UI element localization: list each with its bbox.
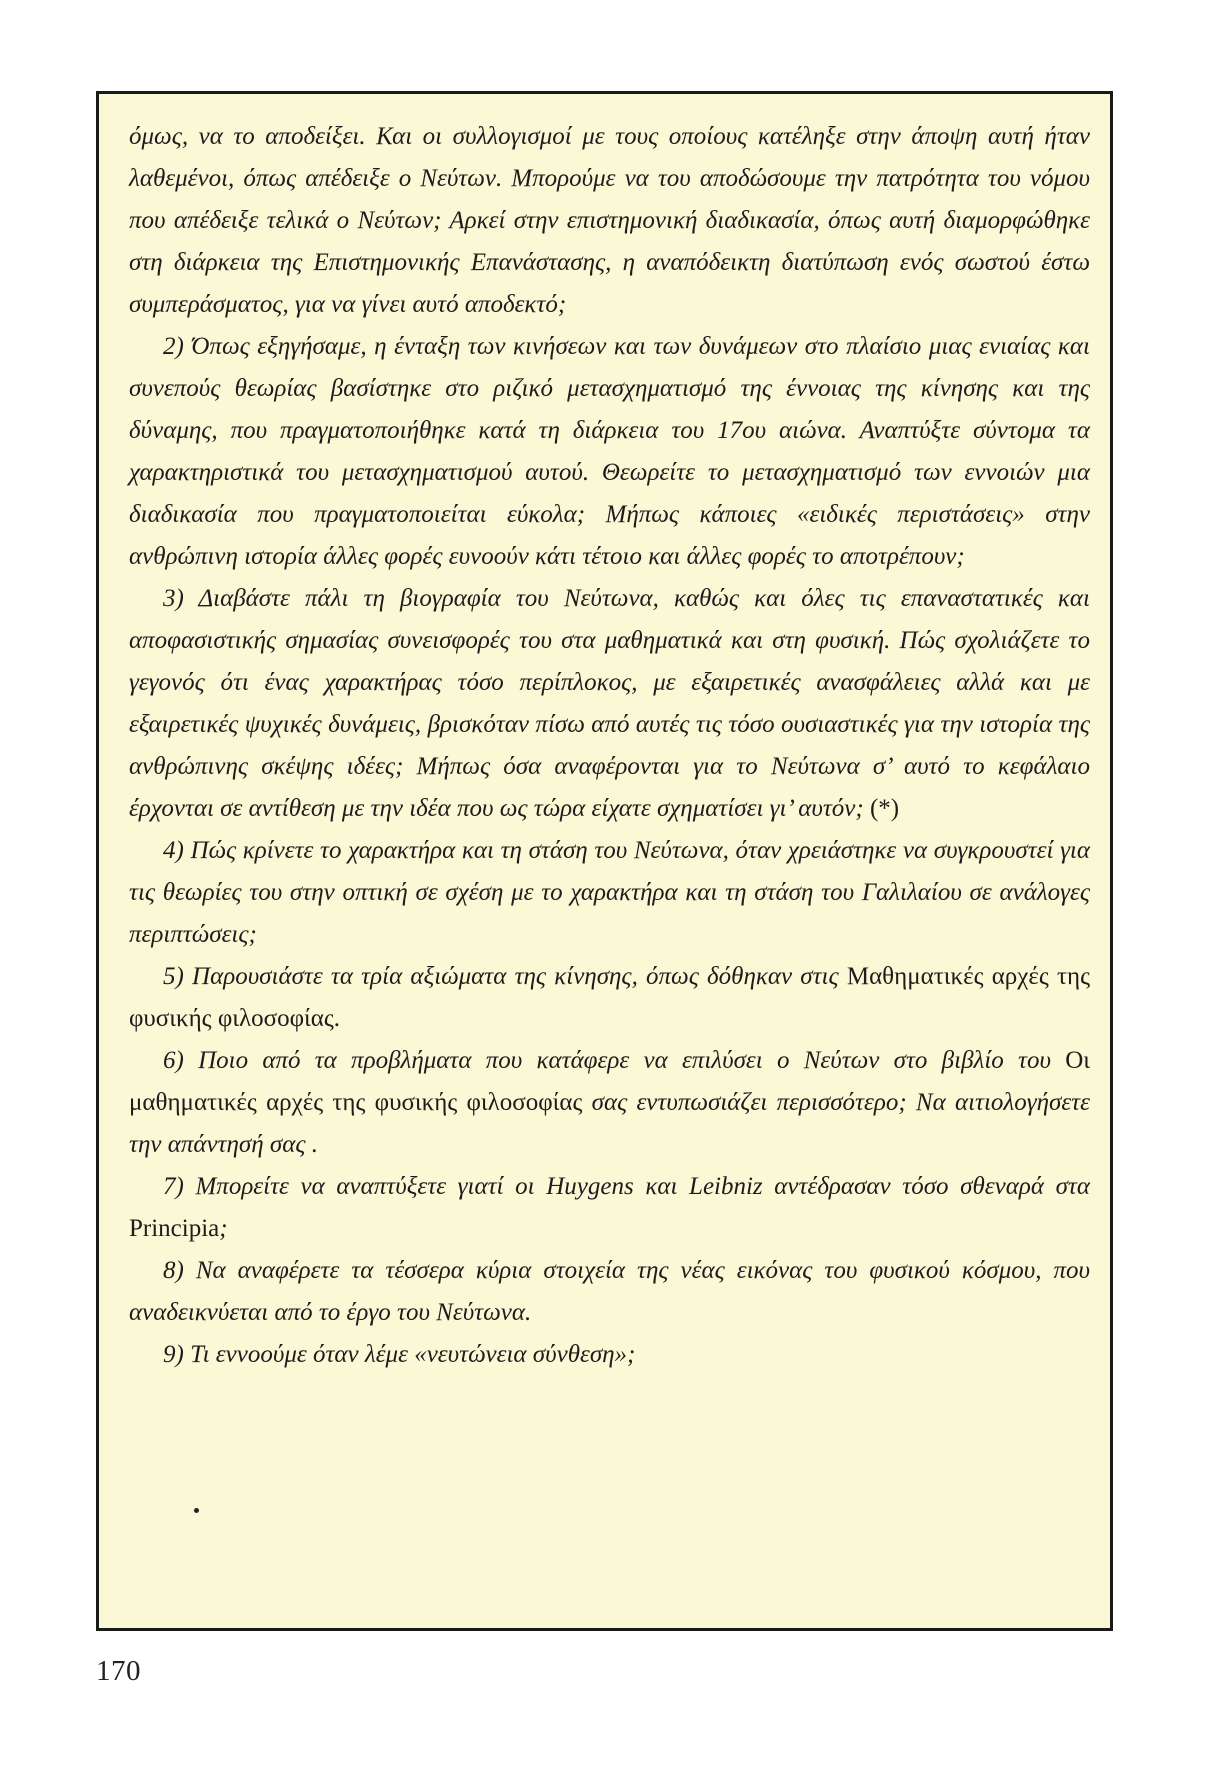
text-segment: ; — [219, 1215, 228, 1242]
text-segment: 7) Μπορείτε να αναπτύξετε γιατί οι Huygens και Leibniz αντέδρασαν τόσο σθεναρά στα — [163, 1173, 1090, 1200]
text-box — [96, 91, 1113, 1631]
text-segment: Οι μαθηματικές αρχές της φυσικής φιλοσοφίας — [129, 1047, 1090, 1116]
page-number: 170 — [96, 1655, 141, 1687]
text-segment: 4) Πώς κρίνετε το χαρακτήρα και τη στάση του Νεύτωνα, όταν χρειάστηκε να συγκρουστεί για τις θεωρίες του στην οπτική σε σχέση με το χαρακτήρα και τη στάση του Γαλιλαίου σε ανάλογες περιπτώσεις; — [129, 837, 1090, 948]
question-2 — [129, 326, 1090, 578]
text-segment: όμως, να το αποδείξει. Και οι συλλογισμοί με τους οποίους κατέληξε στην άποψη αυτή ήταν λαθεμένοι, όπως απέδειξε ο Νεύτων. Μπορούμε να του αποδώσουμε την πατρότητα του νόμου που απέδειξε τελικά ο Νεύτων; Αρκεί στην επιστημονική διαδικασία, όπως αυτή διαμορφώθηκε στη διάρκεια της Επιστημονικής Επανάστασης, η αναπόδεικτη διατύπωση ενός σωστού έστω συμπεράσματος, για να γίνει αυτό αποδεκτό; — [129, 123, 1090, 318]
stray-dot — [194, 1508, 199, 1513]
text-segment: 9) Τι εννοούμε όταν λέμε «νευτώνεια σύνθεση»; — [163, 1341, 636, 1368]
text-segment: (*) — [869, 795, 900, 822]
question-7 — [129, 1166, 1090, 1250]
text-segment: 6) Ποιο από τα προβλήματα που κατάφερε να επιλύσει ο Νεύτων στο βιβλίο του — [163, 1047, 1066, 1074]
text-segment: 8) Να αναφέρετε τα τέσσερα κύρια στοιχεία της νέας εικόνας του φυσικού κόσμου, που αναδεικνύεται από το έργο του Νεύτωνα. — [129, 1257, 1090, 1326]
text-segment: σας εντυπωσιάζει περισσότερο; Να αιτιολογήσετε την απάντησή σας . — [129, 1089, 1090, 1158]
question-5 — [129, 956, 1090, 1040]
text-segment: Principia — [129, 1215, 220, 1242]
paragraph-continuation — [129, 116, 1090, 326]
text-segment: 2) Όπως εξηγήσαμε, η ένταξη των κινήσεων και των δυνάμεων στο πλαίσιο μιας ενιαίας και συνεπούς θεωρίας βασίστηκε στο ριζικό μετασχηματισμό της έννοιας της κίνησης και της δύναμης, που πραγματοποιήθηκε κατά τη διάρκεια του 17ου αιώνα. Αναπτύξτε σύντομα τα χαρακτηριστικά του μετασχηματισμού αυτού. Θεωρείτε το μετασχηματισμό των εννοιών μια διαδικασία που πραγματοποιείται εύκολα; Μήπως κάποιες «ειδικές περιστάσεις» στην ανθρώπινη ιστορία άλλες φορές ευνοούν κάτι τέτοιο και άλλες φορές το αποτρέπουν; — [129, 333, 1090, 570]
question-3 — [129, 578, 1090, 830]
box-content — [129, 116, 1090, 1376]
question-4 — [129, 830, 1090, 956]
text-segment: Μαθηματικές αρχές της φυσικής φιλοσοφίας. — [129, 963, 1090, 1032]
question-6 — [129, 1040, 1090, 1166]
question-9 — [129, 1334, 1090, 1376]
text-segment: 5) Παρουσιάστε τα τρία αξιώματα της κίνησης, όπως δόθηκαν στις — [163, 963, 847, 990]
question-8 — [129, 1250, 1090, 1334]
text-segment: 3) Διαβάστε πάλι τη βιογραφία του Νεύτωνα, καθώς και όλες τις επαναστατικές και αποφασιστικής σημασίας συνεισφορές του στα μαθηματικά και στη φυσική. Πώς σχολιάζετε το γεγονός ότι ένας χαρακτήρας τόσο περίπλοκος, με εξαιρετικές ανασφάλειες αλλά και με εξαιρετικές ψυχικές δυνάμεις, βρισκόταν πίσω από αυτές τις τόσο ουσιαστικές για την ιστορία της ανθρώπινης σκέψης ιδέες; Μήπως όσα αναφέρονται για το Νεύτωνα σ’ αυτό το κεφάλαιο έρχονται σε αντίθεση με την ιδέα που ως τώρα είχατε σχηματίσει γι’ αυτόν; — [129, 585, 1090, 822]
